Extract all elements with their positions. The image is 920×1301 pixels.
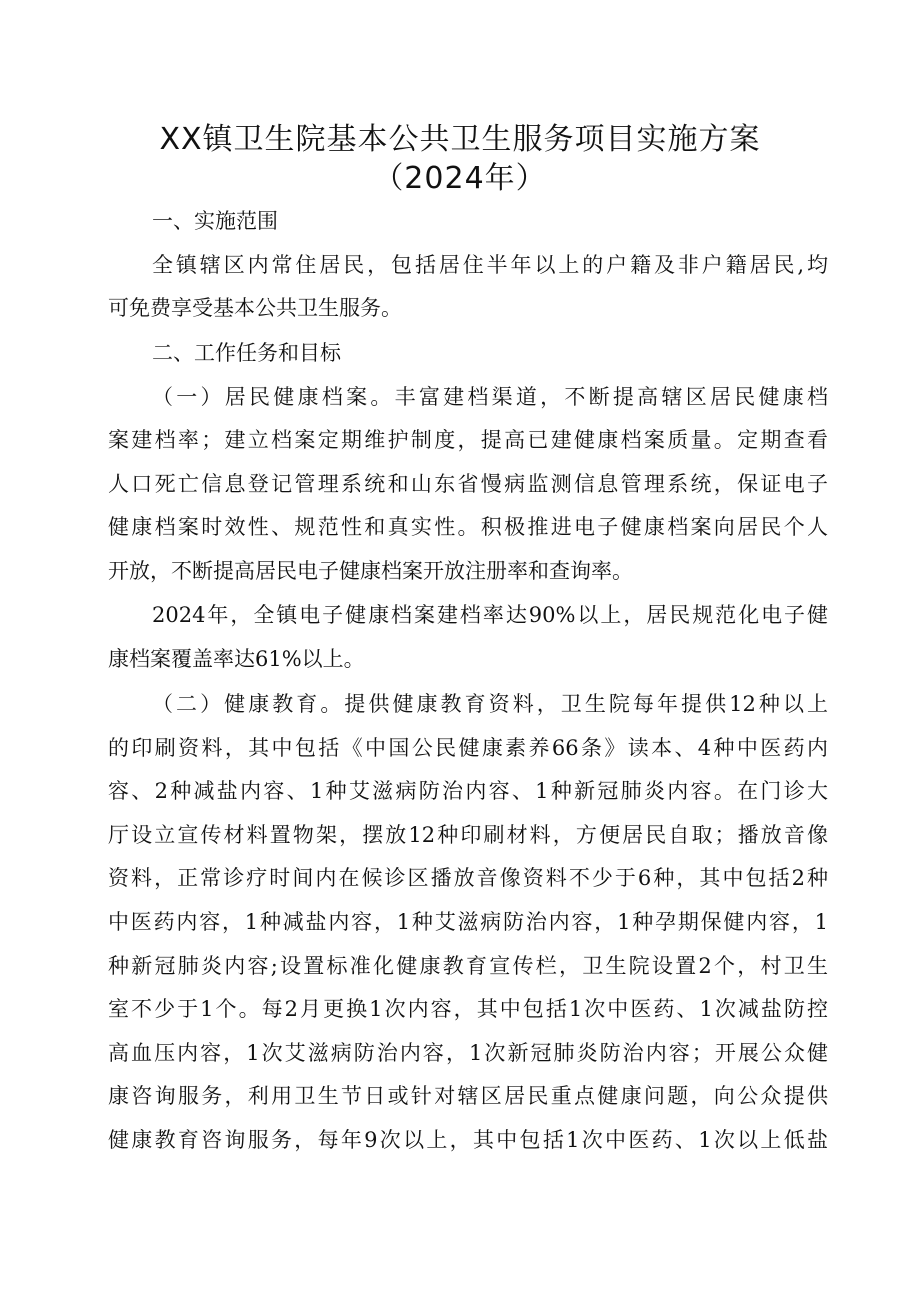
document-title: XX镇卫生院基本公共卫生服务项目实施方案	[159, 122, 761, 157]
section-heading-scope: 一、实施范围	[152, 209, 278, 233]
paragraph-line: 可免费享受基本公共卫生服务。	[108, 296, 402, 320]
paragraph-line: 室不少于1个。每2月更换1次内容，其中包括1次中医药、1次减盐防控	[108, 997, 828, 1021]
paragraph-line: 健康教育咨询服务，每年9次以上，其中包括1次中医药、1次以上低盐	[108, 1128, 828, 1152]
paragraph-line: 高血压内容，1次艾滋病防治内容，1次新冠肺炎防治内容；开展公众健	[108, 1041, 828, 1065]
paragraph-line: 厅设立宣传材料置物架，摆放12种印刷材料，方便居民自取；播放音像	[108, 823, 828, 847]
paragraph-line: 康咨询服务，利用卫生节日或针对辖区居民重点健康问题，向公众提供	[108, 1084, 828, 1108]
paragraph-line: （一）居民健康档案。丰富建档渠道，不断提高辖区居民健康档	[152, 385, 828, 409]
paragraph-line: （二）健康教育。提供健康教育资料，卫生院每年提供12种以上	[152, 692, 828, 716]
paragraph-line: 种新冠肺炎内容;设置标准化健康教育宣传栏，卫生院设置2个，村卫生	[108, 954, 828, 978]
section-heading-tasks: 二、工作任务和目标	[152, 341, 341, 365]
document-title-year: （2024年）	[373, 161, 547, 196]
paragraph-line: 人口死亡信息登记管理系统和山东省慢病监测信息管理系统，保证电子	[108, 472, 828, 496]
paragraph-line: 案建档率；建立档案定期维护制度，提高已建健康档案质量。定期查看	[108, 428, 828, 452]
paragraph-line: 的印刷资料，其中包括《中国公民健康素养66条》读本、4种中医药内	[108, 736, 828, 760]
paragraph-line: 健康档案时效性、规范性和真实性。积极推进电子健康档案向居民个人	[108, 515, 828, 539]
paragraph-line: 容、2种减盐内容、1种艾滋病防治内容、1种新冠肺炎内容。在门诊大	[108, 779, 828, 803]
paragraph-line: 开放，不断提高居民电子健康档案开放注册率和查询率。	[108, 559, 633, 583]
paragraph-line: 中医药内容，1种减盐内容，1种艾滋病防治内容，1种孕期保健内容，1	[108, 910, 828, 934]
paragraph-line: 全镇辖区内常住居民，包括居住半年以上的户籍及非户籍居民,均	[152, 253, 828, 277]
paragraph-line: 2024年，全镇电子健康档案建档率达90%以上，居民规范化电子健	[152, 603, 828, 627]
paragraph-line: 康档案覆盖率达61%以上。	[108, 647, 365, 671]
paragraph-line: 资料，正常诊疗时间内在候诊区播放音像资料不少于6种，其中包括2种	[108, 866, 828, 890]
